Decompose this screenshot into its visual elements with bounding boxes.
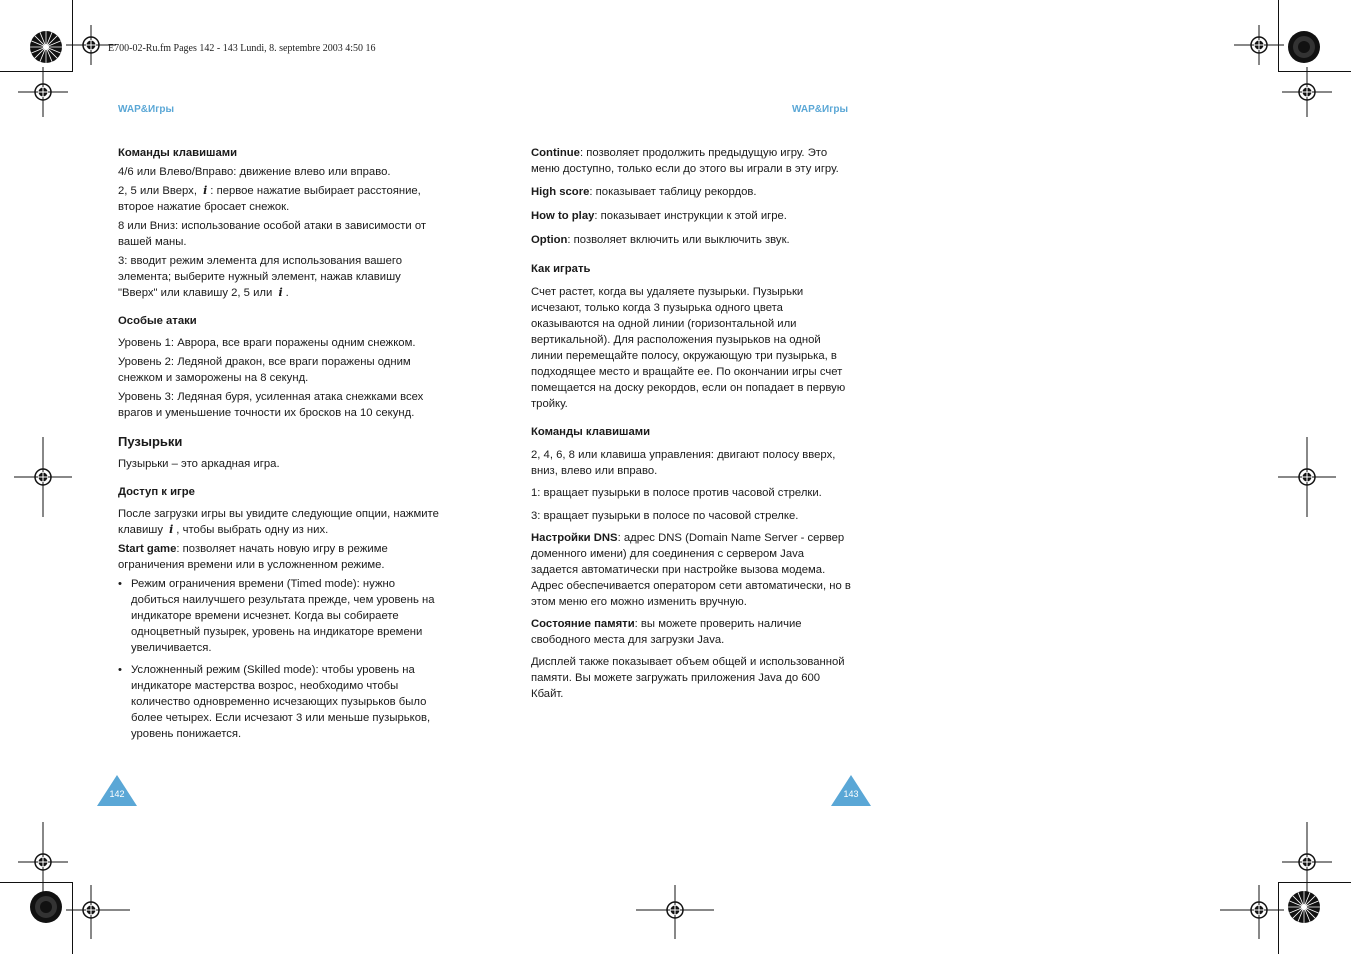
paragraph: Пузырьки – это аркадная игра.	[118, 458, 280, 470]
paragraph: Уровень 1: Аврора, все враги поражены одним снежком.	[118, 337, 416, 349]
keys-heading-right: Команды клавишами	[531, 426, 651, 438]
paragraph: Настройки DNS: адрес DNS (Domain Name Server - сервер доменного имени) для соединения с сервером Java задается автоматически при настройке вызова модема. Адрес обеспечивается оператором сети автоматически, но в этом меню его можно изменить вручную.	[531, 532, 851, 608]
paragraph: После загрузки игры вы увидите следующие опции, нажмите клавишу i , чтобы выбрать одну из них.	[118, 508, 439, 536]
list-item: • Усложненный режим (Skilled mode): чтобы уровень на индикаторе мастерства возрос, необходимо чтобы количество одновременно исчезающих пузырьков было более четырех. Если исчезают 3 или меньше пузырьков, уровень понижается.	[118, 662, 440, 742]
registration-crosshair-icon	[636, 885, 714, 939]
paragraph: 2, 4, 6, 8 или клавиша управления: двигают полосу вверх, вниз, влево или вправо.	[531, 449, 836, 477]
paragraph: 8 или Вниз: использование особой атаки в зависимости от вашей маны.	[118, 220, 427, 248]
starburst-target-icon	[1287, 30, 1321, 64]
paragraph: Счет растет, когда вы удаляете пузырьки. Пузырьки исчезают, только когда 3 пузырька одного цвета оказываются на одной линии (горизонтальной или вертикальной). Для расположения пузырьков на одной линии перемещайте полосу, окружающую три пузырька, в подходящее место и вращайте ее. По окончании игры счет помещается на доску рекордов, если он попадает в первую тройку.	[531, 286, 846, 410]
paragraph: Уровень 3: Ледяная буря, усиленная атака снежками всех врагов и уменьшение точности их бросков на 10 секунд.	[118, 391, 424, 419]
paragraph: 4/6 или Влево/Вправо: движение влево или вправо.	[118, 166, 391, 178]
keys-heading: Команды клавишами	[118, 147, 238, 159]
paragraph: High score: показывает таблицу рекордов.	[531, 186, 757, 198]
page-number-right: 143	[831, 775, 871, 807]
list-item: • Режим ограничения времени (Timed mode): нужно добиться наилучшего результата прежде, чем уровень на индикаторе времени исчезнет. Когда вы собираете одноцветный пузырек, уровень на индикаторе времени увеличивается.	[118, 576, 440, 656]
section-label-right: WAP&Игры	[792, 104, 849, 115]
paragraph: 1: вращает пузырьки в полосе против часовой стрелки.	[531, 487, 822, 499]
trim-header: E700-02-Ru.fm Pages 142 - 143 Lundi, 8. septembre 2003 4:50 16	[108, 43, 376, 54]
paragraph: 3: вводит режим элемента для использования вашего элемента; выберите нужный элемент, нажав клавишу "Вверх" или клавишу 2, 5 или i .	[118, 255, 403, 299]
registration-crosshair-icon	[1278, 437, 1336, 517]
mode-list	[118, 576, 440, 742]
registration-crosshair-icon	[1282, 67, 1332, 117]
paragraph: 2, 5 или Вверх, i : первое нажатие выбирает расстояние, второе нажатие бросает снежок.	[118, 184, 421, 213]
right-column	[531, 145, 853, 705]
paragraph: Continue: позволяет продолжить предыдущую игру. Это меню доступно, только если до этого вы играли в эту игру.	[531, 147, 839, 175]
registration-crosshair-icon	[66, 885, 130, 939]
starburst-target-icon	[29, 890, 63, 924]
paragraph: Start game: позволяет начать новую игру в режиме ограничения времени или в усложненном режиме.	[118, 543, 388, 571]
paragraph: Состояние памяти: вы можете проверить наличие свободного места для загрузки Java.	[531, 618, 802, 646]
paragraph: Дисплей также показывает объем общей и использованной памяти. Вы можете загружать приложения Java до 600 Кбайт.	[531, 656, 845, 700]
registration-crosshair-icon	[1234, 25, 1284, 65]
paragraph: How to play: показывает инструкции к этой игре.	[531, 210, 787, 222]
special-heading: Особые атаки	[118, 315, 197, 327]
paragraph: Option: позволяет включить или выключить звук.	[531, 234, 790, 246]
registration-crosshair-icon	[1220, 885, 1284, 939]
howplay-heading: Как играть	[531, 263, 591, 275]
paragraph: Уровень 2: Ледяной дракон, все враги поражены одним снежком и заморожены на 8 секунд.	[118, 356, 411, 384]
nav-key-icon: i	[278, 286, 283, 299]
registration-crosshair-icon	[18, 67, 68, 117]
bubbles-heading: Пузырьки	[118, 434, 183, 449]
nav-key-icon: i	[169, 523, 174, 536]
section-label-left: WAP&Игры	[118, 104, 175, 115]
starburst-target-icon	[1287, 890, 1321, 924]
paragraph: 3: вращает пузырьки в полосе по часовой стрелке.	[531, 510, 799, 522]
left-column	[118, 145, 440, 745]
page-number-left: 142	[97, 775, 137, 807]
registration-crosshair-icon	[14, 437, 72, 517]
access-heading: Доступ к игре	[118, 486, 195, 498]
nav-key-icon: i	[203, 184, 208, 197]
starburst-target-icon	[29, 30, 63, 64]
